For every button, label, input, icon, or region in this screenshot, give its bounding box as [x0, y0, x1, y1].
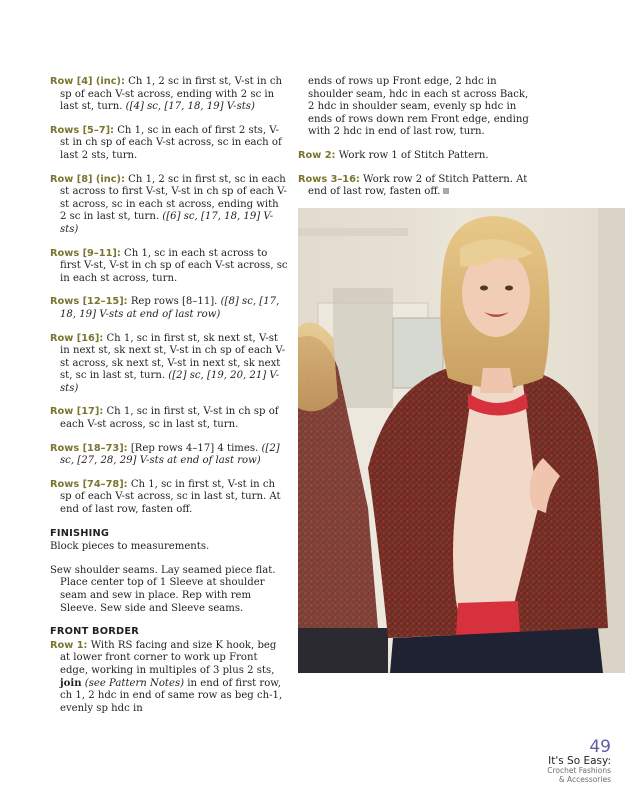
end-square-icon: [443, 188, 449, 194]
page-footer: [547, 738, 611, 784]
finishing-paragraph: Sew shoulder seams. Lay seamed piece flat. Place center top of 1 Sleeve at shoulder seam and sew in place. Rep with rem Sleeve. Sew side and Sleeve seams.: [50, 564, 276, 614]
pattern-row: Row [16]: Ch 1, sc in first st, sk next st, V-st in next st, sk next st, V-st in ch sp of each V-st across, sk next st, V-st in next st, sk next st, sc in last st, turn. ([2] sc, [19, 20, 21] V-sts): [50, 332, 286, 394]
pattern-row: Rows [18–73]: [Rep rows 4–17] 4 times. ([2] sc, [27, 28, 29] V-sts at end of last row): [50, 442, 280, 467]
brand-line: Crochet Fashions: [547, 766, 611, 775]
pattern-row: Rows [74–78]: Ch 1, sc in first st, V-st in ch sp of each V-st across, sc in last st, turn. At end of last row, fasten off.: [50, 478, 281, 516]
left-text-column: [50, 76, 288, 726]
finishing-paragraph: Block pieces to measurements.: [50, 541, 210, 553]
model-photo: [298, 208, 625, 673]
pattern-row: Row [17]: Ch 1, sc in first st, V-st in ch sp of each V-st across, sc in last st, turn.: [50, 406, 279, 431]
continuation-paragraph: ends of rows up Front edge, 2 hdc in shoulder seam, hdc in each st across Back, 2 hdc in shoulder seam, evenly sp hdc in ends of rows down rem Front edge, ending with 2 hdc in end of last row, turn.: [308, 76, 529, 138]
pattern-row: Rows [9–11]: Ch 1, sc in each st across to first V-st, V-st in ch sp of each V-st across, sc in each st across, turn.: [50, 247, 288, 284]
finishing-heading: FINISHING: [50, 527, 110, 539]
brand-line: & Accessories: [558, 774, 611, 784]
right-text-column: [298, 76, 536, 210]
pattern-row: Row [8] (inc): Ch 1, 2 sc in first st, sc in each st across to first V-st, V-st in ch sp of each V-st across, sc in each st across, ending with 2 sc in last st, turn. ([6] sc, [17, 18, 19] V-sts): [50, 173, 287, 235]
pattern-row: Rows [5–7]: Ch 1, sc in each of first 2 sts, V-st in ch sp of each V-st across, sc in each of last 2 sts, turn.: [50, 124, 282, 161]
brand-line: It's So Easy:: [548, 755, 611, 767]
pattern-row: Row 1: With RS facing and size K hook, beg at lower front corner to work up Front edge, working in multiples of 3 plus 2 sts, join (see Pattern Notes) in end of first row, ch 1, 2 hdc in end of same row as beg ch-1, evenly sp hdc in: [50, 639, 283, 714]
front-border-heading: FRONT BORDER: [50, 626, 139, 638]
pattern-row: Row 2: Work row 1 of Stitch Pattern.: [298, 149, 489, 161]
pattern-row: Rows [12–15]: Rep rows [8–11]. ([8] sc, [17, 18, 19] V-sts at end of last row): [50, 296, 280, 320]
pattern-row: Row [4] (inc): Ch 1, 2 sc in first st, V-st in ch sp of each V-st across, ending with 2 sc in last st, turn. ([4] sc, [17, 18, 19] V-sts): [50, 76, 282, 113]
page-number: 49: [589, 737, 611, 757]
pattern-row: Rows 3–16: Work row 2 of Stitch Pattern. At end of last row, fasten off.: [298, 173, 528, 198]
